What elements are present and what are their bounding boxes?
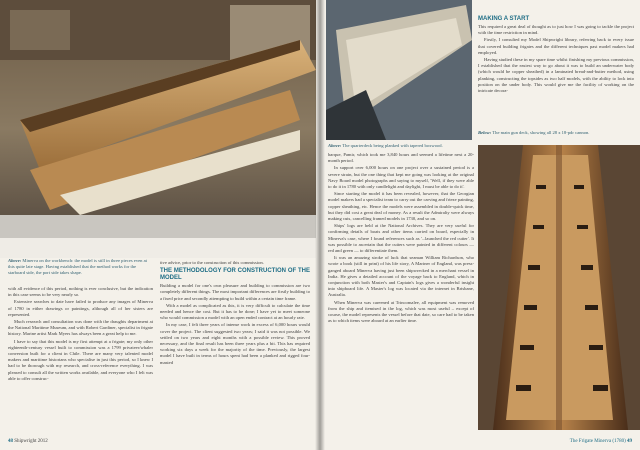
paragraph: I have to say that this model is my first attempt at a frigate; my only other eighteenth-century vessel built to commission was a 1799 privateer/whaler conversion built for a client in Chile. There are many very talented model makers and maritime historians who specialise in just this period, so I knew I had to be thorough with my research, and cross-reference everything. I was pleased to consult all the written works available, and everyone who I felt was able to offer construc- <box>8 338 153 381</box>
methodology-heading: THE METHODOLOGY FOR CONSTRUCTION OF THE MODEL <box>160 268 310 282</box>
paragraph: with all evidence of this period, nothing is ever conclusive, but the indication in this case seems to be very nearly so. <box>8 286 153 298</box>
gun-deck-caption <box>478 130 634 136</box>
left-folio <box>8 439 48 444</box>
quarterdeck-caption <box>328 143 474 149</box>
spine-gutter <box>315 0 325 450</box>
making-a-start-heading: MAKING A START <box>478 16 530 22</box>
left-column-1 <box>8 286 153 383</box>
caption-label: Above: <box>328 143 342 148</box>
right-folio <box>570 439 632 444</box>
page-number: 48 <box>8 439 13 444</box>
workbench-caption <box>8 258 148 276</box>
paragraph: Ships' logs are held at the National Archives. They are very useful for confirming details of boats and other items carried on board, especially in Minerva's case, where I found references such as '...launched the red cutter'. It was possible to ascertain that the cutters were painted in different colours — red and green — to differentiate them. <box>328 223 474 254</box>
gun-deck-photo <box>478 145 640 430</box>
paragraph: In support over 6,000 hours on one project over a sustained period is a severe strain, but the one thing that kept me going was looking at the original Navy Board model photographs and saying to myself, 'Well, if they were able to do it in 1780 with only candlelight and daylight, I must be able to do it'. <box>328 165 474 190</box>
paragraph: Since starting the model it has been revealed, however, that the Georgian model makers had a specialist team to carry out the carving and frieze painting, copper sheathing, etc. Hence the models were assembled in double-quick time, but they did cost a great deal of money. As a result the Admiralty were always making cuts, cancelling framed models in 1730, and so on. <box>328 191 474 222</box>
paragraph: Having studied these in my spare time whilst finishing my previous commission, I established that the easiest way to go about it was to build an underwater body (which would be copper sheathed) in a laminated bread-and-butter method, using planking, constructing the topsides as two half models, with the ability to lock into position on the under body. This would give me the facility of working on the intricate decora- <box>478 57 634 94</box>
page-number: 49 <box>627 439 632 444</box>
right-column-1 <box>328 152 474 325</box>
caption-text: The main gun deck, showing all 28 x 18-pdr cannon. <box>492 130 590 135</box>
paragraph: It was an amazing stroke of luck that seaman William Richardson, who wrote a book (still in print) of his life story, A Mariner of England, was press-ganged aboard Minerva having just been shipwrecked in a merchant vessel in India. He gives a detailed account of the voyage back to England, which in conjunction with both Master's and Captain's logs gives a wonderful insight into shipboard life. A Master's log was located via the internet in Brisbane, Australia. <box>328 255 474 298</box>
paragraph: When Minerva was careened at Trincomalee, all equipment was removed from the ship and itemised in the log, which was most useful – except of course, the model represents the vessel before that date, so care had to be taken as to which items were aboard at an earlier time. <box>328 299 474 324</box>
quarterdeck-photo-image <box>326 0 472 140</box>
caption-label: Above: <box>8 258 22 263</box>
paragraph: Much research and consultation was done with the draughts department at the National Maritime Museum, and with Robert Gardiner, specialist in frigate history. Marine artist Mark Myers has always been a great help to me. <box>8 319 153 337</box>
paragraph: With a model as complicated as this, it is very difficult to calculate the time needed and hence the cost. But it has to be done; I have yet to meet someone who would commission a model with an open ended contract at an hourly rate. <box>160 302 310 321</box>
caption-label: Below: <box>478 130 492 135</box>
quarterdeck-photo <box>326 0 472 140</box>
caption-text: The quarterdeck being planked with tapered boxwood. <box>342 143 443 148</box>
workbench-photo <box>0 0 316 258</box>
paragraph: Building a model for one's own pleasure and building to commission are two completely different things. The most important differences are firstly building to a fixed price and secondly attempting to build within a certain time frame. <box>160 283 310 301</box>
paragraph: Extensive searches to date have failed to produce any images of Minerva of 1780 in either drawings or paintings, although all of her sisters are represented. <box>8 299 153 317</box>
right-page <box>320 0 640 450</box>
paragraph: tive advice, prior to the construction of this commission. <box>160 260 264 265</box>
caption-text: Minerva on the workbench: the model is still in three pieces even at this quite late stage. Having established that the method works for the starboard side, the port side takes shape. <box>8 258 147 275</box>
right-column-2 <box>478 14 634 95</box>
paragraph: In my case, I felt three years of intense work in excess of 6,000 hours would cover the project. The client suggested two years; I said it was not possible. We settled on two years and eight months with a possible review. This proved necessary, and the final result has been three years plus a bit. This has required working six days a week for the majority of the time. Previously, the largest model I have built in terms of hours spent had been a planked and rigged four-masted <box>160 322 310 365</box>
workbench-photo-image <box>0 0 316 258</box>
gun-deck-photo-image <box>478 145 640 430</box>
paragraph: barque, Pamir, which took me 3,840 hours and seemed a lifetime next a 20-month period. <box>328 152 474 164</box>
paragraph: This required a great deal of thought as to just how I was going to tackle the project with the time restriction in mind. <box>478 24 634 36</box>
paragraph: Firstly, I consulted my Model Shipwright library, referring back to every issue that covered building frigates and the different techniques past model makers had employed. <box>478 37 634 55</box>
publication-title: The Frigate Minerva (1780) <box>569 439 626 444</box>
left-column-2 <box>160 260 310 367</box>
publication-title: Shipwright 2012 <box>14 439 48 444</box>
